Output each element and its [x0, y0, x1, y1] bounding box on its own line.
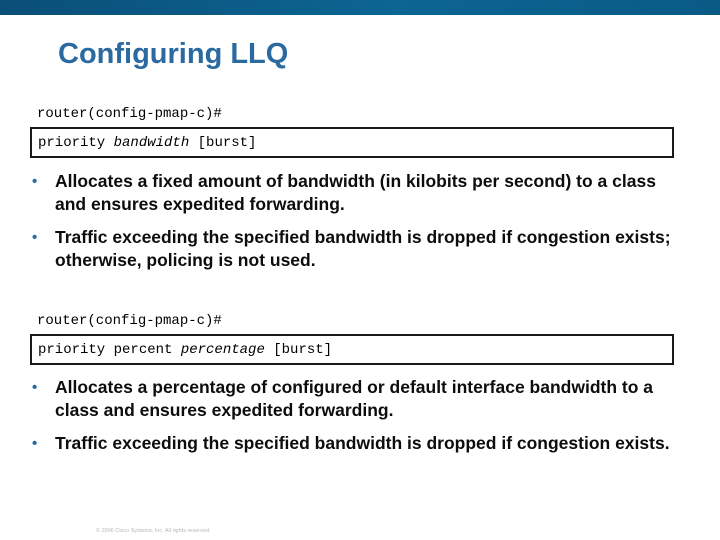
- list-item: • Traffic exceeding the specified bandwidth is dropped if congestion exists.: [32, 433, 670, 453]
- list-item: • Allocates a percentage of configured or default interface bandwidth to a class and ensures expedited forwarding.: [32, 377, 654, 420]
- command-keyword: priority: [38, 134, 114, 151]
- command-syntax-box: [30, 127, 674, 158]
- list-item: • Traffic exceeding the specified bandwidth is dropped if congestion exists; otherwise, policing is not used.: [32, 227, 671, 270]
- command-argument: bandwidth: [113, 134, 190, 151]
- bullet-list: [32, 170, 682, 282]
- bullet-icon: •: [32, 379, 38, 396]
- command-syntax-box: [30, 334, 674, 365]
- slide-title: Configuring LLQ: [58, 38, 289, 70]
- bullet-icon: •: [32, 229, 38, 246]
- command-argument: percentage: [180, 341, 265, 358]
- cli-prompt: router(config-pmap-c)#: [37, 106, 222, 122]
- command-optional: [burst]: [264, 341, 333, 358]
- cli-prompt: router(config-pmap-c)#: [37, 313, 222, 329]
- bullet-icon: •: [32, 173, 38, 190]
- header-bar: [0, 0, 720, 15]
- command-optional: [burst]: [189, 134, 257, 151]
- bullet-icon: •: [32, 435, 38, 452]
- command-keyword: priority percent: [38, 341, 181, 358]
- copyright-footer: © 2006 Cisco Systems, Inc. All rights reserved.: [96, 528, 211, 534]
- bullet-list: [32, 376, 682, 465]
- list-item: • Allocates a fixed amount of bandwidth (in kilobits per second) to a class and ensures expedited forwarding.: [32, 171, 656, 214]
